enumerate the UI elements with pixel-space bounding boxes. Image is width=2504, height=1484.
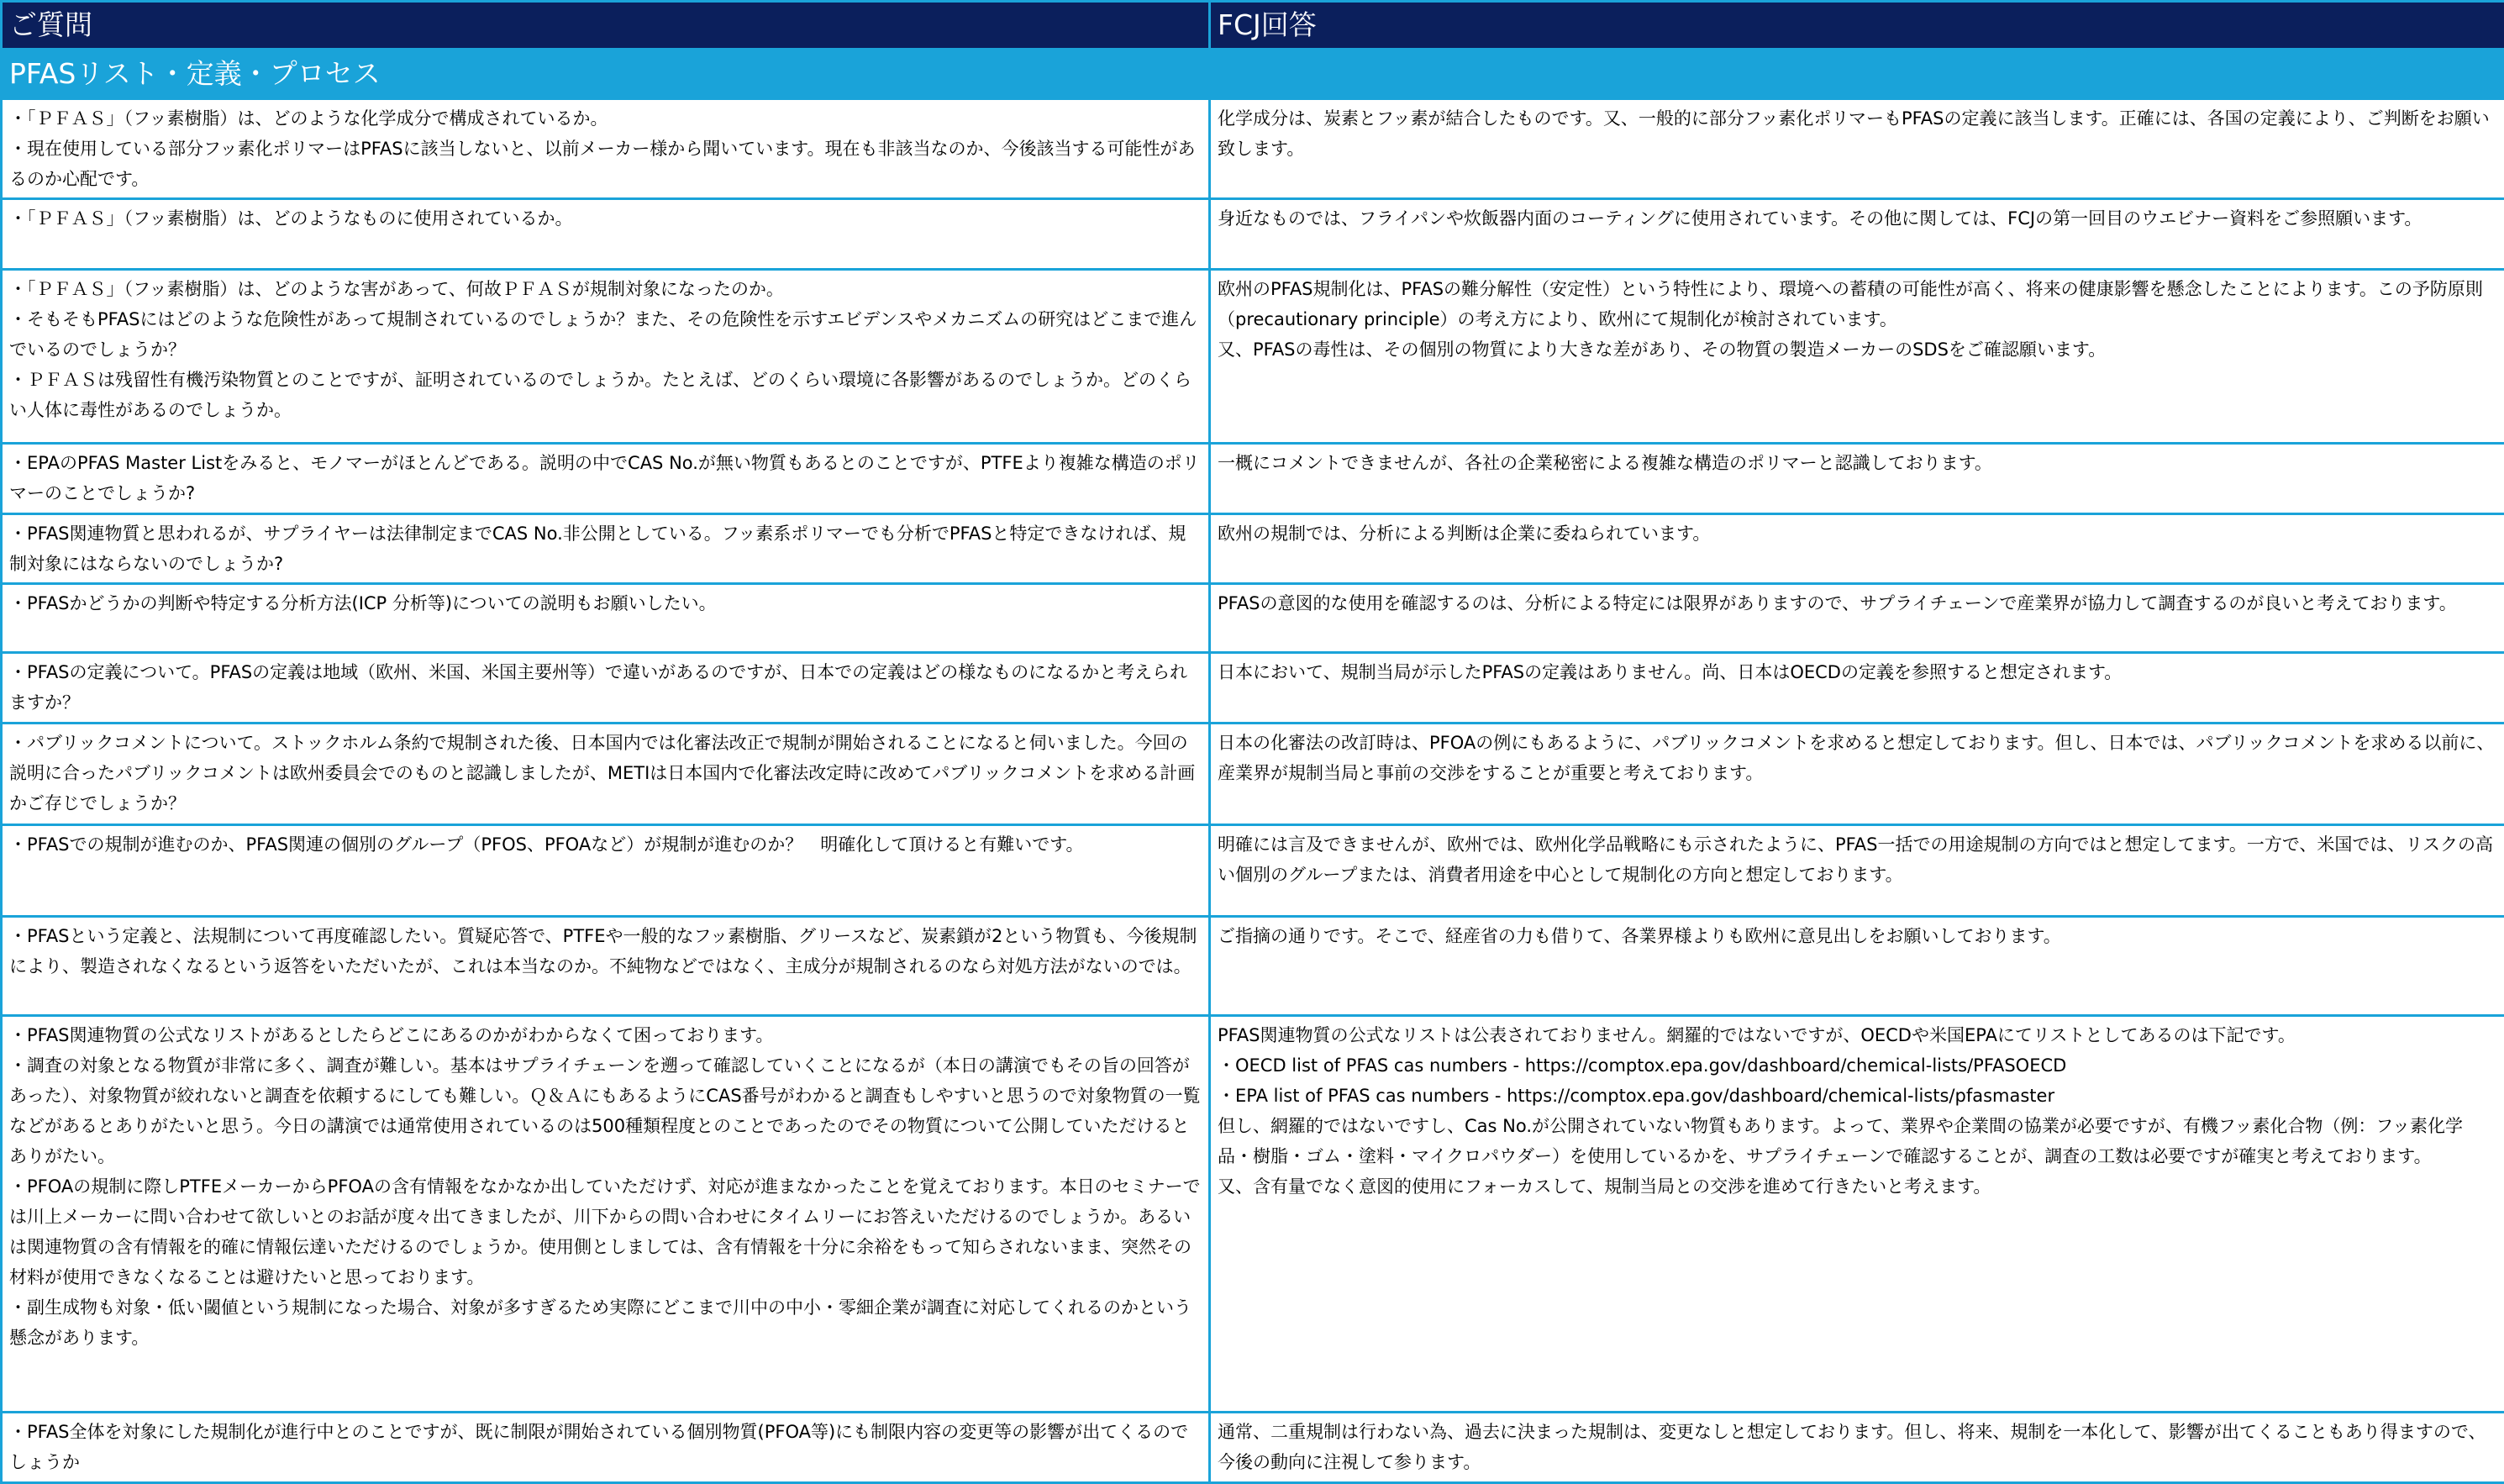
answer-line: ・OECD list of PFAS cas numbers - https://comptox.epa.gov/dashboard/chemical-lists/PFASOECD [1218,1050,2497,1081]
answer-line: 明確には言及できませんが、欧州では、欧州化学品戦略にも示されたように、PFAS一括での用途規制の方向ではと想定してます。一方で、米国では、リスクの高い個別のグループまたは、消費者用途を中心として規制化の方向と想定しております。 [1218,829,2497,890]
question-cell [2,653,1210,724]
answer-cell [1210,270,2504,444]
question-cell [2,99,1210,199]
answer-column-header: FCJ回答 [1210,2,2504,50]
answer-cell [1210,917,2504,1016]
question-cell [2,825,1210,917]
table-row [2,653,2504,724]
answer-cell [1210,653,2504,724]
question-cell [2,917,1210,1016]
question-cell [2,514,1210,584]
table-row [2,825,2504,917]
question-cell [2,724,1210,825]
answer-line: PFASの意図的な使用を確認するのは、分析による特定には限界がありますので、サプライチェーンで産業界が協力して調査するのが良いと考えております。 [1218,588,2497,618]
answer-line: ・EPA list of PFAS cas numbers - https://comptox.epa.gov/dashboard/chemical-lists/pfasmaster [1218,1081,2497,1111]
question-cell [2,1413,1210,1483]
answer-line: 一概にコメントできませんが、各社の企業秘密による複雑な構造のポリマーと認識しております。 [1218,448,2497,478]
answer-cell [1210,1413,2504,1483]
answer-cell [1210,444,2504,514]
answer-line: 日本の化審法の改訂時は、PFOAの例にもあるように、パブリックコメントを求めると想定しております。但し、日本では、パブリックコメントを求める以前に、産業界が規制当局と事前の交渉をすることが重要と考えております。 [1218,728,2497,788]
table-row [2,1016,2504,1413]
question-line: ・PFASでの規制が進むのか、PFAS関連の個別のグループ（PFOS、PFOAなど）が規制が進むのか？ 明確化して頂けると有難いです。 [9,829,1202,860]
question-line: ・PFAS関連物質の公式なリストがあるとしたらどこにあるのかがわからなくて困っております。 [9,1020,1202,1050]
answer-line: 日本において、規制当局が示したPFASの定義はありません。尚、日本はOECDの定義を参照すると想定されます。 [1218,657,2497,687]
table-header-row [2,2,2504,50]
table-row [2,917,2504,1016]
question-line: ・「ＰＦＡＳ」（フッ素樹脂）は、どのような化学成分で構成されているか。 [9,103,1202,134]
table-row [2,1413,2504,1483]
answer-line: 身近なものでは、フライパンや炊飯器内面のコーティングに使用されています。その他に関しては、FCJの第一回目のウエビナー資料をご参照願います。 [1218,203,2497,234]
question-cell [2,444,1210,514]
question-line: ・調査の対象となる物質が非常に多く、調査が難しい。基本はサプライチェーンを遡って確認していくことになるが（本日の講演でもその旨の回答があった）、対象物質が絞れないと調査を依頼するにしても難しい。Ｑ＆ＡにもあるようにCAS番号がわかると調査もしやすいと思うので対象物質の一覧などがあるとありがたいと思う。今日の講演では通常使用されているのは500種類程度とのことであったのでその物質について公開していただけるとありがたい。 [9,1050,1202,1171]
question-line: ・副生成物も対象・低い閾値という規制になった場合、対象が多すぎるため実際にどこまで川中の中小・零細企業が調査に対応してくれるのかという懸念があります。 [9,1292,1202,1353]
table-row [2,444,2504,514]
question-line: ・PFAS関連物質と思われるが、サプライヤーは法律制定までCAS No.非公開としている。フッ素系ポリマーでも分析でPFASと特定できなければ、規制対象にはならないのでしょうか? [9,518,1202,579]
answer-line: 又、含有量でなく意図的使用にフォーカスして、規制当局との交渉を進めて行きたいと考えます。 [1218,1171,2497,1202]
table-row [2,99,2504,199]
question-line: ・EPAのPFAS Master Listをみると、モノマーがほとんどである。説明の中でCAS No.が無い物質もあるとのことですが、PTFEより複雑な構造のポリマーのことでしょうか? [9,448,1202,508]
answer-cell [1210,584,2504,653]
table-row [2,584,2504,653]
question-cell [2,199,1210,270]
table-row [2,270,2504,444]
answer-line: 通常、二重規制は行わない為、過去に決まった規制は、変更なしと想定しております。但し、将来、規制を一本化して、影響が出てくることもあり得ますので、今後の動向に注視して参ります。 [1218,1417,2497,1477]
answer-cell [1210,825,2504,917]
question-line: ・「ＰＦＡＳ」（フッ素樹脂）は、どのような害があって、何故ＰＦＡＳが規制対象になったのか。 [9,274,1202,304]
table-row [2,514,2504,584]
question-line: ・ＰＦＡＳは残留性有機汚染物質とのことですが、証明されているのでしょうか。たとえば、どのくらい環境に各影響があるのでしょうか。どのくらい人体に毒性があるのでしょうか。 [9,365,1202,425]
answer-line: 又、PFASの毒性は、その個別の物質により大きな差があり、その物質の製造メーカーのSDSをご確認願います。 [1218,334,2497,365]
section-blank-cell [1210,50,2504,99]
question-line: ・PFAS全体を対象にした規制化が進行中とのことですが、既に制限が開始されている個別物質(PFOA等)にも制限内容の変更等の影響が出てくるのでしょうか [9,1417,1202,1477]
question-line: ・PFASという定義と、法規制について再度確認したい。質疑応答で、PTFEや一般的なフッ素樹脂、グリースなど、炭素鎖が2という物質も、今後規制により、製造されなくなるという返答をいただいたが、これは本当なのか。不純物などではなく、主成分が規制されるのなら対処方法がないのでは。 [9,921,1202,981]
question-cell [2,584,1210,653]
question-column-header: ご質問 [2,2,1210,50]
table-row [2,724,2504,825]
question-line: ・PFASの定義について。PFASの定義は地域（欧州、米国、米国主要州等）で違いがあるのですが、日本での定義はどの様なものになるかと考えられますか？ [9,657,1202,718]
question-line: ・PFASかどうかの判断や特定する分析方法(ICP 分析等)についての説明もお願いしたい。 [9,588,1202,618]
answer-line: 但し、網羅的ではないですし、Cas No.が公開されていない物質もあります。よって、業界や企業間の協業が必要ですが、有機フッ素化合物（例：フッ素化学品・樹脂・ゴム・塗料・マイクロパウダー）を使用しているかを、サプライチェーンで確認することが、調査の工数は必要ですが確実と考えております。 [1218,1111,2497,1171]
question-line: ・PFOAの規制に際しPTFEメーカーからPFOAの含有情報をなかなか出していただけず、対応が進まなかったことを覚えております。本日のセミナーでは川上メーカーに問い合わせて欲しいとのお話が度々出てきましたが、川下からの問い合わせにタイムリーにお答えいただけるのでしょうか。あるいは関連物質の含有情報を的確に情報伝達いただけるのでしょうか。使用側としましては、含有情報を十分に余裕をもって知らされないまま、突然その材料が使用できなくなることは避けたいと思っております。 [9,1171,1202,1292]
section-title: PFASリスト・定義・プロセス [2,50,1210,99]
answer-cell [1210,199,2504,270]
answer-line: 欧州のPFAS規制化は、PFASの難分解性（安定性）という特性により、環境への蓄積の可能性が高く、将来の健康影響を懸念したことによります。この予防原則（precautionary principle）の考え方により、欧州にて規制化が検討されています。 [1218,274,2497,334]
section-row [2,50,2504,99]
question-cell [2,1016,1210,1413]
answer-line: PFAS関連物質の公式なリストは公表されておりません。網羅的ではないですが、OECDや米国EPAにてリストとしてあるのは下記です。 [1218,1020,2497,1050]
answer-cell [1210,99,2504,199]
answer-line: 欧州の規制では、分析による判断は企業に委ねられています。 [1218,518,2497,549]
answer-line: ご指摘の通りです。そこで、経産省の力も借りて、各業界様よりも欧州に意見出しをお願いしております。 [1218,921,2497,951]
table-row [2,199,2504,270]
question-line: ・「ＰＦＡＳ」（フッ素樹脂）は、どのようなものに使用されているか。 [9,203,1202,234]
question-cell [2,270,1210,444]
question-line: ・そもそもPFASにはどのような危険性があって規制されているのでしょうか？また、その危険性を示すエビデンスやメカニズムの研究はどこまで進んでいるのでしょうか？ [9,304,1202,365]
question-line: ・パブリックコメントについて。ストックホルム条約で規制された後、日本国内では化審法改正で規制が開始されることになると伺いました。今回の説明に合ったパブリックコメントは欧州委員会でのものと認識しましたが、METIは日本国内で化審法改定時に改めてパブリックコメントを求める計画かご存じでしょうか？ [9,728,1202,818]
answer-cell [1210,514,2504,584]
answer-line: 化学成分は、炭素とフッ素が結合したものです。又、一般的に部分フッ素化ポリマーもPFASの定義に該当します。正確には、各国の定義により、ご判断をお願い致します。 [1218,103,2497,164]
question-line: ・現在使用している部分フッ素化ポリマーはPFASに該当しないと、以前メーカー様から聞いています。現在も非該当なのか、今後該当する可能性があるのか心配です。 [9,134,1202,194]
answer-cell [1210,724,2504,825]
answer-cell [1210,1016,2504,1413]
